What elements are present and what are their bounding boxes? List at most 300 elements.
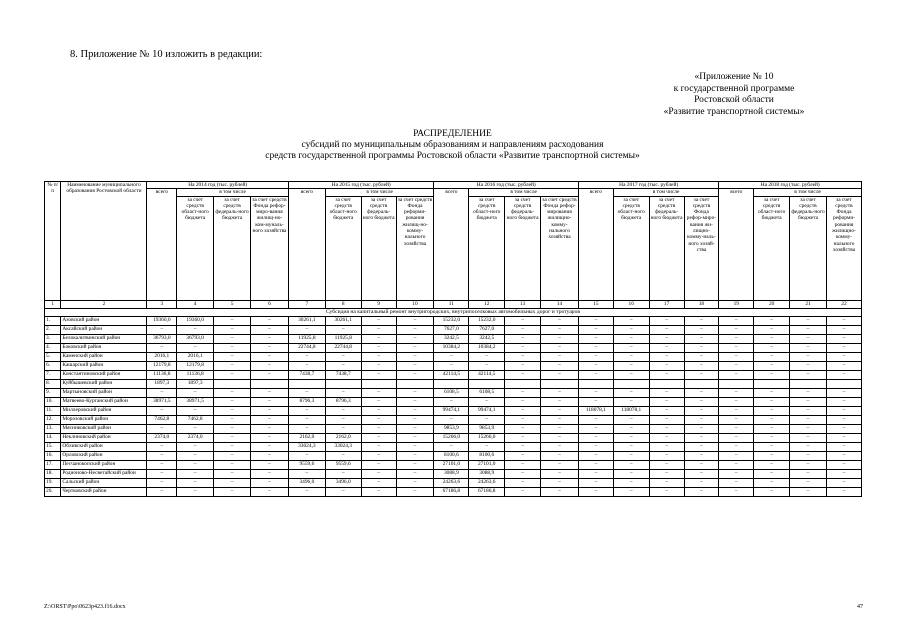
value-cell: 12179,8: [147, 361, 177, 370]
column-number: 13: [505, 300, 541, 308]
value-cell: –: [250, 406, 288, 415]
title-line: РАСПРЕДЕЛЕНИЕ: [413, 129, 492, 139]
value-cell: –: [578, 478, 613, 487]
value-cell: –: [541, 460, 579, 469]
district-name: Орловский район: [61, 451, 147, 460]
value-cell: –: [754, 415, 790, 424]
row-number: 16.: [45, 451, 61, 460]
table-header: [45, 182, 862, 301]
value-cell: –: [147, 451, 177, 460]
value-cell: –: [754, 334, 790, 343]
value-cell: –: [684, 451, 719, 460]
value-cell: –: [434, 415, 469, 424]
value-cell: [505, 379, 541, 388]
value-cell: 8100,6: [434, 451, 469, 460]
table-row: [45, 334, 862, 343]
row-number: 7.: [45, 370, 61, 379]
value-cell: –: [719, 451, 754, 460]
value-cell: 3242,5: [469, 334, 505, 343]
column-number: 17: [649, 300, 684, 308]
value-cell: –: [214, 370, 251, 379]
row-number: 8.: [45, 379, 61, 388]
value-cell: –: [790, 325, 827, 334]
value-cell: –: [361, 460, 396, 469]
district-name: Родионово-Несветайский район: [61, 469, 147, 478]
column-number: 20: [754, 300, 790, 308]
value-cell: –: [250, 460, 288, 469]
value-cell: –: [541, 478, 579, 487]
section-title: Субсидия на капитальный ремонт внутригородских, внутрипоселковых автомобильных дорог и тротуаров: [45, 308, 862, 316]
value-cell: –: [826, 451, 861, 460]
value-cell: –: [790, 352, 827, 361]
sub-regional-header: за счет средств област-ного бюджета: [325, 196, 361, 300]
value-cell: –: [613, 316, 649, 325]
appendix-line: Ростовской области: [694, 95, 774, 105]
value-cell: –: [826, 406, 861, 415]
district-name: Боковский район: [61, 343, 147, 352]
value-cell: –: [719, 487, 754, 496]
value-cell: 1897,3: [147, 379, 177, 388]
value-cell: 24263,6: [434, 478, 469, 487]
value-cell: –: [325, 451, 361, 460]
value-cell: –: [541, 424, 579, 433]
value-cell: –: [613, 388, 649, 397]
table-row: [45, 406, 862, 415]
value-cell: 27101,0: [434, 460, 469, 469]
value-cell: –: [505, 370, 541, 379]
value-cell: –: [250, 343, 288, 352]
district-name: Мясниковский район: [61, 424, 147, 433]
table-row: [45, 487, 862, 496]
value-cell: [250, 379, 288, 388]
value-cell: –: [541, 433, 579, 442]
table-row: [45, 460, 862, 469]
value-cell: –: [361, 415, 396, 424]
value-cell: –: [684, 316, 719, 325]
appendix-line: «Приложение № 10: [694, 72, 774, 82]
value-cell: [578, 379, 613, 388]
column-number: 5: [214, 300, 251, 308]
value-cell: –: [613, 442, 649, 451]
value-cell: 99474,1: [434, 406, 469, 415]
value-cell: –: [684, 415, 719, 424]
value-cell: –: [505, 487, 541, 496]
value-cell: –: [613, 343, 649, 352]
value-cell: –: [826, 316, 861, 325]
value-cell: –: [719, 460, 754, 469]
title-line: средств государственной программы Ростовской области «Развитие транспортной системы»: [265, 151, 640, 161]
value-cell: 7627,0: [469, 325, 505, 334]
sub-regional-header: за счет средств област-ного бюджета: [754, 196, 790, 300]
column-number: 10: [396, 300, 434, 308]
value-cell: –: [649, 325, 684, 334]
value-cell: –: [754, 460, 790, 469]
incl-header: в том числе: [177, 189, 289, 196]
value-cell: –: [578, 415, 613, 424]
value-cell: [361, 379, 396, 388]
total-header: всего: [147, 189, 177, 300]
value-cell: –: [147, 478, 177, 487]
value-cell: –: [177, 451, 214, 460]
value-cell: –: [288, 451, 325, 460]
value-cell: 3496,0: [325, 478, 361, 487]
row-number: 13.: [45, 424, 61, 433]
value-cell: 24263,6: [469, 478, 505, 487]
intro-text: 8. Приложение № 10 изложить в редакции:: [70, 49, 263, 60]
value-cell: 22744,8: [288, 343, 325, 352]
value-cell: –: [719, 442, 754, 451]
year-header: На 2017 год (тыс. рублей): [578, 182, 718, 189]
value-cell: –: [250, 388, 288, 397]
sub-fund-header: за счет средств Фонда реформи-рования жилищ-но-комму-нального хозяйства: [396, 196, 434, 300]
value-cell: 9559,6: [325, 460, 361, 469]
value-cell: –: [754, 442, 790, 451]
year-header: На 2016 год (тыс. рублей): [434, 182, 579, 189]
value-cell: –: [469, 352, 505, 361]
value-cell: 11136,8: [177, 370, 214, 379]
value-cell: –: [826, 487, 861, 496]
value-cell: –: [396, 361, 434, 370]
sub-regional-header: за счет средств област-ного бюджета: [177, 196, 214, 300]
value-cell: –: [434, 397, 469, 406]
value-cell: 10384,2: [469, 343, 505, 352]
value-cell: –: [361, 370, 396, 379]
value-cell: –: [754, 325, 790, 334]
column-number: 12: [469, 300, 505, 308]
row-number: 10.: [45, 397, 61, 406]
value-cell: –: [505, 352, 541, 361]
total-header: всего: [434, 189, 469, 300]
value-cell: –: [826, 469, 861, 478]
value-cell: –: [361, 316, 396, 325]
year-header: На 2014 год (тыс. рублей): [147, 182, 288, 189]
value-cell: –: [719, 415, 754, 424]
column-numbers: [45, 300, 862, 308]
value-cell: 9559,6: [288, 460, 325, 469]
value-cell: 30261,1: [325, 316, 361, 325]
value-cell: –: [325, 469, 361, 478]
value-cell: –: [541, 487, 579, 496]
district-name: Сальский район: [61, 478, 147, 487]
value-cell: –: [754, 316, 790, 325]
value-cell: –: [719, 406, 754, 415]
district-name: Матвеево-Курганский район: [61, 397, 147, 406]
table-row: [45, 424, 862, 433]
value-cell: 7438,7: [325, 370, 361, 379]
value-cell: –: [361, 406, 396, 415]
row-number: 6.: [45, 361, 61, 370]
value-cell: 38971,5: [177, 397, 214, 406]
value-cell: –: [177, 442, 214, 451]
value-cell: 36793,0: [177, 334, 214, 343]
value-cell: 7462,8: [177, 415, 214, 424]
value-cell: –: [505, 397, 541, 406]
value-cell: –: [719, 433, 754, 442]
sub-regional-header: за счет средств област-ного бюджета: [469, 196, 505, 300]
value-cell: –: [613, 325, 649, 334]
value-cell: –: [250, 451, 288, 460]
col-no-header: № п/п: [45, 182, 61, 301]
value-cell: –: [754, 406, 790, 415]
col-name-header: Наименование муниципального образования Ростовской области: [61, 182, 147, 301]
value-cell: –: [578, 316, 613, 325]
value-cell: –: [754, 424, 790, 433]
table-row: [45, 469, 862, 478]
value-cell: –: [361, 397, 396, 406]
value-cell: –: [361, 388, 396, 397]
value-cell: –: [214, 442, 251, 451]
value-cell: –: [754, 397, 790, 406]
value-cell: –: [649, 442, 684, 451]
value-cell: –: [754, 451, 790, 460]
value-cell: [434, 379, 469, 388]
value-cell: –: [684, 352, 719, 361]
value-cell: –: [790, 424, 827, 433]
incl-header: в том числе: [469, 189, 579, 196]
value-cell: –: [396, 442, 434, 451]
value-cell: –: [214, 388, 251, 397]
table-body: [45, 316, 862, 496]
appendix-header: [629, 72, 839, 118]
sub-regional-header: за счет средств област-ного бюджета: [613, 196, 649, 300]
value-cell: –: [250, 478, 288, 487]
value-cell: –: [250, 469, 288, 478]
total-header: всего: [719, 189, 754, 300]
value-cell: –: [396, 460, 434, 469]
value-cell: –: [250, 424, 288, 433]
value-cell: –: [684, 361, 719, 370]
value-cell: –: [214, 316, 251, 325]
value-cell: –: [578, 487, 613, 496]
value-cell: –: [790, 316, 827, 325]
value-cell: 6108,5: [434, 388, 469, 397]
value-cell: –: [396, 325, 434, 334]
value-cell: –: [250, 397, 288, 406]
sub-federal-header: за счет средств федераль-ного бюджета: [214, 196, 251, 300]
value-cell: –: [790, 334, 827, 343]
district-name: Куйбышевский район: [61, 379, 147, 388]
district-name: Неклиновский район: [61, 433, 147, 442]
value-cell: –: [649, 361, 684, 370]
value-cell: –: [396, 451, 434, 460]
value-cell: –: [214, 415, 251, 424]
value-cell: –: [613, 433, 649, 442]
value-cell: 15232,0: [434, 316, 469, 325]
value-cell: –: [147, 424, 177, 433]
value-cell: –: [754, 478, 790, 487]
value-cell: –: [214, 334, 251, 343]
value-cell: –: [578, 370, 613, 379]
value-cell: –: [649, 397, 684, 406]
value-cell: 12179,8: [177, 361, 214, 370]
value-cell: –: [649, 433, 684, 442]
value-cell: –: [541, 325, 579, 334]
value-cell: 19360,0: [147, 316, 177, 325]
value-cell: –: [790, 487, 827, 496]
value-cell: –: [361, 433, 396, 442]
value-cell: –: [396, 316, 434, 325]
value-cell: –: [250, 370, 288, 379]
value-cell: –: [361, 478, 396, 487]
value-cell: –: [396, 478, 434, 487]
value-cell: –: [790, 415, 827, 424]
value-cell: –: [649, 415, 684, 424]
value-cell: –: [790, 388, 827, 397]
value-cell: –: [505, 415, 541, 424]
row-number: 19.: [45, 478, 61, 487]
value-cell: 3242,5: [434, 334, 469, 343]
district-name: Морозовский район: [61, 415, 147, 424]
value-cell: –: [250, 415, 288, 424]
value-cell: –: [214, 325, 251, 334]
value-cell: –: [361, 334, 396, 343]
value-cell: [325, 379, 361, 388]
table-row: [45, 442, 862, 451]
value-cell: –: [325, 388, 361, 397]
value-cell: –: [684, 325, 719, 334]
title-line: субсидий по муниципальным образованиям и направлениям расходования: [301, 140, 604, 150]
district-name: Обливский район: [61, 442, 147, 451]
value-cell: –: [250, 433, 288, 442]
value-cell: 30261,1: [288, 316, 325, 325]
value-cell: –: [288, 352, 325, 361]
appendix-line: «Развитие транспортной системы»: [663, 106, 805, 117]
value-cell: 15266,0: [434, 433, 469, 442]
value-cell: 2162,0: [288, 433, 325, 442]
value-cell: 67186,8: [469, 487, 505, 496]
value-cell: –: [719, 343, 754, 352]
value-cell: –: [288, 325, 325, 334]
value-cell: –: [684, 469, 719, 478]
value-cell: –: [505, 433, 541, 442]
value-cell: –: [325, 415, 361, 424]
value-cell: 27101,0: [469, 460, 505, 469]
value-cell: –: [177, 325, 214, 334]
value-cell: –: [288, 406, 325, 415]
value-cell: 15232,0: [469, 316, 505, 325]
value-cell: 15266,0: [469, 433, 505, 442]
value-cell: –: [325, 361, 361, 370]
value-cell: –: [177, 424, 214, 433]
value-cell: –: [147, 406, 177, 415]
table-row: [45, 361, 862, 370]
table-row: [45, 352, 862, 361]
value-cell: –: [147, 487, 177, 496]
value-cell: –: [396, 433, 434, 442]
value-cell: –: [541, 343, 579, 352]
document-title: [0, 129, 905, 162]
column-number: 22: [826, 300, 861, 308]
value-cell: –: [541, 352, 579, 361]
district-name: Мартыновский район: [61, 388, 147, 397]
value-cell: [288, 379, 325, 388]
subsidy-table: [44, 181, 862, 497]
value-cell: [649, 379, 684, 388]
value-cell: 7627,0: [434, 325, 469, 334]
value-cell: –: [578, 451, 613, 460]
value-cell: –: [578, 334, 613, 343]
value-cell: –: [505, 460, 541, 469]
row-number: 11.: [45, 406, 61, 415]
value-cell: –: [684, 388, 719, 397]
value-cell: –: [754, 469, 790, 478]
value-cell: –: [826, 424, 861, 433]
value-cell: –: [826, 388, 861, 397]
value-cell: –: [826, 478, 861, 487]
value-cell: 3496,0: [288, 478, 325, 487]
value-cell: –: [541, 469, 579, 478]
value-cell: –: [684, 406, 719, 415]
value-cell: –: [325, 487, 361, 496]
value-cell: –: [505, 469, 541, 478]
value-cell: –: [613, 487, 649, 496]
value-cell: –: [214, 469, 251, 478]
value-cell: –: [288, 487, 325, 496]
row-number: 17.: [45, 460, 61, 469]
column-number: 11: [434, 300, 469, 308]
value-cell: –: [177, 469, 214, 478]
value-cell: –: [541, 451, 579, 460]
value-cell: 2374,0: [177, 433, 214, 442]
value-cell: –: [684, 487, 719, 496]
value-cell: –: [505, 316, 541, 325]
value-cell: [826, 379, 861, 388]
value-cell: –: [790, 451, 827, 460]
value-cell: 10384,2: [434, 343, 469, 352]
value-cell: –: [288, 361, 325, 370]
value-cell: –: [361, 424, 396, 433]
value-cell: 8796,3: [288, 397, 325, 406]
value-cell: –: [177, 406, 214, 415]
value-cell: –: [147, 343, 177, 352]
value-cell: –: [288, 388, 325, 397]
value-cell: –: [214, 397, 251, 406]
value-cell: –: [434, 442, 469, 451]
value-cell: –: [214, 478, 251, 487]
value-cell: –: [541, 370, 579, 379]
value-cell: 118078,1: [578, 406, 613, 415]
value-cell: –: [719, 469, 754, 478]
row-number: 2.: [45, 325, 61, 334]
value-cell: –: [361, 469, 396, 478]
row-number: 18.: [45, 469, 61, 478]
value-cell: –: [250, 325, 288, 334]
value-cell: 9853,9: [469, 424, 505, 433]
column-number: 14: [541, 300, 579, 308]
value-cell: 8796,3: [325, 397, 361, 406]
value-cell: –: [790, 478, 827, 487]
value-cell: 33024,3: [325, 442, 361, 451]
value-cell: –: [325, 424, 361, 433]
value-cell: –: [541, 442, 579, 451]
value-cell: [684, 379, 719, 388]
value-cell: –: [147, 460, 177, 469]
value-cell: –: [790, 469, 827, 478]
column-number: 15: [578, 300, 613, 308]
value-cell: –: [288, 415, 325, 424]
table-row: [45, 433, 862, 442]
value-cell: –: [613, 424, 649, 433]
value-cell: –: [754, 343, 790, 352]
appendix-line: к государственной программе: [673, 83, 795, 94]
value-cell: –: [684, 370, 719, 379]
column-number: 6: [250, 300, 288, 308]
row-number: 12.: [45, 415, 61, 424]
district-name: Каменский район: [61, 352, 147, 361]
value-cell: –: [361, 361, 396, 370]
value-cell: –: [578, 352, 613, 361]
value-cell: –: [684, 343, 719, 352]
